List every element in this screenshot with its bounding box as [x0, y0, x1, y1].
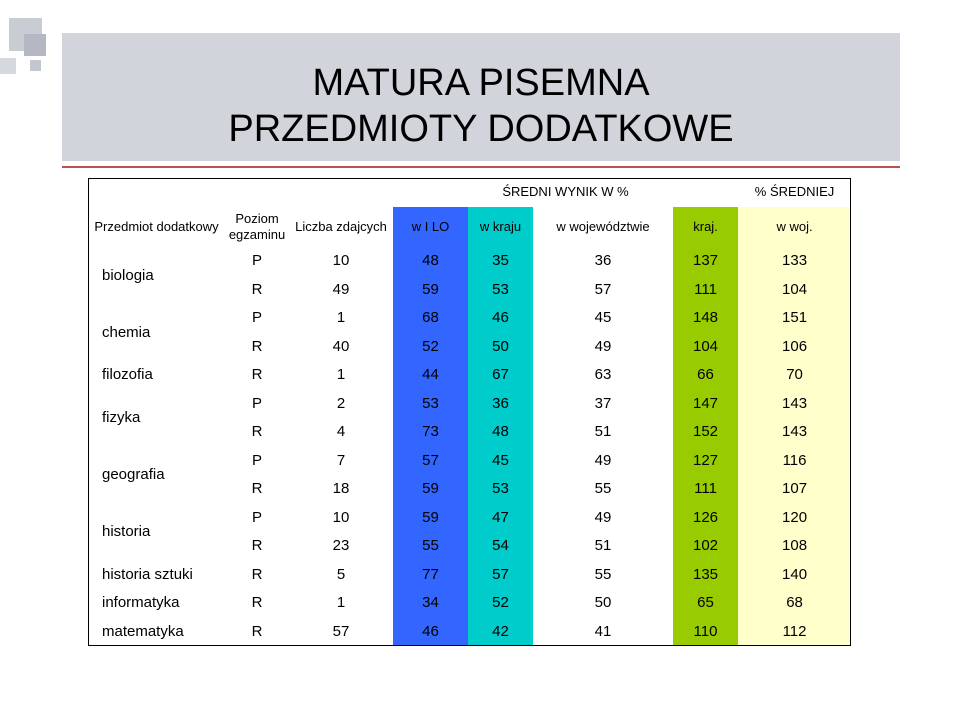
- table-row: [88, 589, 851, 618]
- cell-kraj: 53: [468, 475, 533, 504]
- cell-woj: 51: [594, 537, 612, 555]
- cell-kraj: 46: [468, 304, 533, 333]
- cell-kraj: 35: [468, 247, 533, 276]
- table-row: [88, 247, 851, 276]
- cell-pk: 110: [673, 617, 738, 646]
- table-row: [88, 304, 851, 333]
- cell-pw: 140: [738, 560, 851, 589]
- header-w-kraju: w kraju: [468, 207, 533, 247]
- cell-count: 57: [332, 622, 350, 640]
- cell-lo: 77: [393, 560, 468, 589]
- header-liczba: Liczba zdajcych: [295, 218, 387, 234]
- cell-subject: biologia: [102, 266, 154, 284]
- cell-level: P: [251, 508, 262, 526]
- cell-count: 49: [332, 280, 350, 298]
- decor-square: [24, 34, 46, 56]
- cell-kraj: 45: [468, 446, 533, 475]
- cell-pw: 107: [738, 475, 851, 504]
- cell-woj: 50: [594, 594, 612, 612]
- cell-pw: 143: [738, 389, 851, 418]
- cell-pw: 68: [738, 589, 851, 618]
- cell-count: 5: [336, 565, 346, 583]
- cell-subject: historia sztuki: [102, 565, 193, 583]
- cell-woj: 55: [594, 480, 612, 498]
- cell-woj: 49: [594, 337, 612, 355]
- cell-pw: 106: [738, 332, 851, 361]
- cell-lo: 59: [393, 475, 468, 504]
- title-line-1: MATURA PISEMNA: [312, 62, 650, 104]
- header-group-sredni: ŚREDNI WYNIK W %: [502, 184, 629, 200]
- cell-woj: 45: [594, 309, 612, 327]
- cell-kraj: 42: [468, 617, 533, 646]
- table-row: [88, 389, 851, 418]
- cell-woj: 63: [594, 366, 612, 384]
- cell-pk: 127: [673, 446, 738, 475]
- header-poziom: Poziom egzaminu: [228, 210, 286, 242]
- cell-kraj: 67: [468, 361, 533, 390]
- cell-count: 10: [332, 252, 350, 270]
- cell-woj: 51: [594, 423, 612, 441]
- cell-lo: 34: [393, 589, 468, 618]
- cell-subject: matematyka: [102, 622, 184, 640]
- cell-pw: 104: [738, 275, 851, 304]
- cell-pk: 135: [673, 560, 738, 589]
- cell-pk: 102: [673, 532, 738, 561]
- cell-pk: 66: [673, 361, 738, 390]
- cell-level: P: [251, 451, 262, 469]
- cell-level: R: [251, 423, 263, 441]
- cell-level: R: [251, 337, 263, 355]
- cell-kraj: 52: [468, 589, 533, 618]
- cell-count: 2: [336, 394, 346, 412]
- cell-woj: 36: [594, 252, 612, 270]
- cell-subject: informatyka: [102, 594, 180, 612]
- cell-pw: 143: [738, 418, 851, 447]
- decor-square: [0, 58, 16, 74]
- cell-count: 4: [336, 423, 346, 441]
- cell-pk: 111: [673, 275, 738, 304]
- cell-count: 23: [332, 537, 350, 555]
- cell-level: P: [251, 252, 262, 270]
- cell-pw: 120: [738, 503, 851, 532]
- cell-pw: 116: [738, 446, 851, 475]
- cell-lo: 52: [393, 332, 468, 361]
- header-w-lo: w I LO: [393, 207, 468, 247]
- cell-kraj: 57: [468, 560, 533, 589]
- cell-kraj: 54: [468, 532, 533, 561]
- cell-subject: chemia: [102, 323, 151, 341]
- cell-count: 1: [336, 366, 346, 384]
- cell-lo: 53: [393, 389, 468, 418]
- cell-woj: 37: [594, 394, 612, 412]
- table-row: [88, 560, 851, 589]
- cell-subject: geografia: [102, 466, 165, 483]
- cell-pw: 112: [738, 617, 851, 646]
- cell-count: 40: [332, 337, 350, 355]
- cell-count: 18: [332, 480, 350, 498]
- cell-level: R: [251, 537, 263, 555]
- table-row: [88, 617, 851, 646]
- title-underline: [62, 166, 900, 168]
- cell-kraj: 48: [468, 418, 533, 447]
- cell-subject: historia: [102, 523, 151, 540]
- cell-woj: 55: [594, 565, 612, 583]
- cell-level: R: [251, 366, 263, 384]
- cell-subject: filozofia: [102, 366, 153, 384]
- results-table: [88, 178, 851, 646]
- cell-level: P: [251, 394, 262, 412]
- cell-lo: 55: [393, 532, 468, 561]
- cell-woj: 41: [594, 622, 612, 640]
- cell-count: 7: [336, 451, 346, 469]
- cell-level: R: [251, 280, 263, 298]
- header-przedmiot: Przedmiot dodatkowy: [94, 218, 219, 234]
- cell-kraj: 53: [468, 275, 533, 304]
- cell-level: R: [251, 594, 263, 612]
- cell-woj: 49: [594, 508, 612, 526]
- cell-lo: 59: [393, 275, 468, 304]
- header-w-woj: w woj.: [738, 207, 851, 247]
- cell-count: 10: [332, 508, 350, 526]
- decor-square: [30, 60, 41, 71]
- cell-count: 1: [336, 594, 346, 612]
- title-line-2: PRZEDMIOTY DODATKOWE: [228, 108, 734, 150]
- cell-lo: 48: [393, 247, 468, 276]
- cell-kraj: 50: [468, 332, 533, 361]
- cell-lo: 57: [393, 446, 468, 475]
- cell-lo: 46: [393, 617, 468, 646]
- cell-level: R: [251, 480, 263, 498]
- cell-pw: 133: [738, 247, 851, 276]
- header-group-procent: % ŚREDNIEJ: [754, 184, 835, 200]
- cell-pk: 104: [673, 332, 738, 361]
- cell-level: R: [251, 565, 263, 583]
- cell-pw: 108: [738, 532, 851, 561]
- cell-pk: 147: [673, 389, 738, 418]
- cell-pk: 152: [673, 418, 738, 447]
- cell-subject: fizyka: [102, 409, 141, 426]
- cell-kraj: 47: [468, 503, 533, 532]
- cell-pk: 65: [673, 589, 738, 618]
- cell-pk: 126: [673, 503, 738, 532]
- cell-kraj: 36: [468, 389, 533, 418]
- cell-woj: 49: [594, 451, 612, 469]
- cell-level: R: [251, 622, 263, 640]
- cell-lo: 59: [393, 503, 468, 532]
- cell-pk: 111: [673, 475, 738, 504]
- cell-level: P: [251, 309, 262, 327]
- cell-pk: 148: [673, 304, 738, 333]
- table-row: [88, 503, 851, 532]
- table-row: [88, 361, 851, 390]
- cell-pw: 151: [738, 304, 851, 333]
- cell-lo: 68: [393, 304, 468, 333]
- cell-pk: 137: [673, 247, 738, 276]
- cell-woj: 57: [594, 280, 612, 298]
- cell-pw: 70: [738, 361, 851, 390]
- header-w-wojewodztwie: w województwie: [556, 218, 650, 234]
- table-row: [88, 446, 851, 475]
- header-kraj: kraj.: [673, 207, 738, 247]
- cell-lo: 44: [393, 361, 468, 390]
- cell-count: 1: [336, 309, 346, 327]
- cell-lo: 73: [393, 418, 468, 447]
- slide-title: [62, 60, 900, 152]
